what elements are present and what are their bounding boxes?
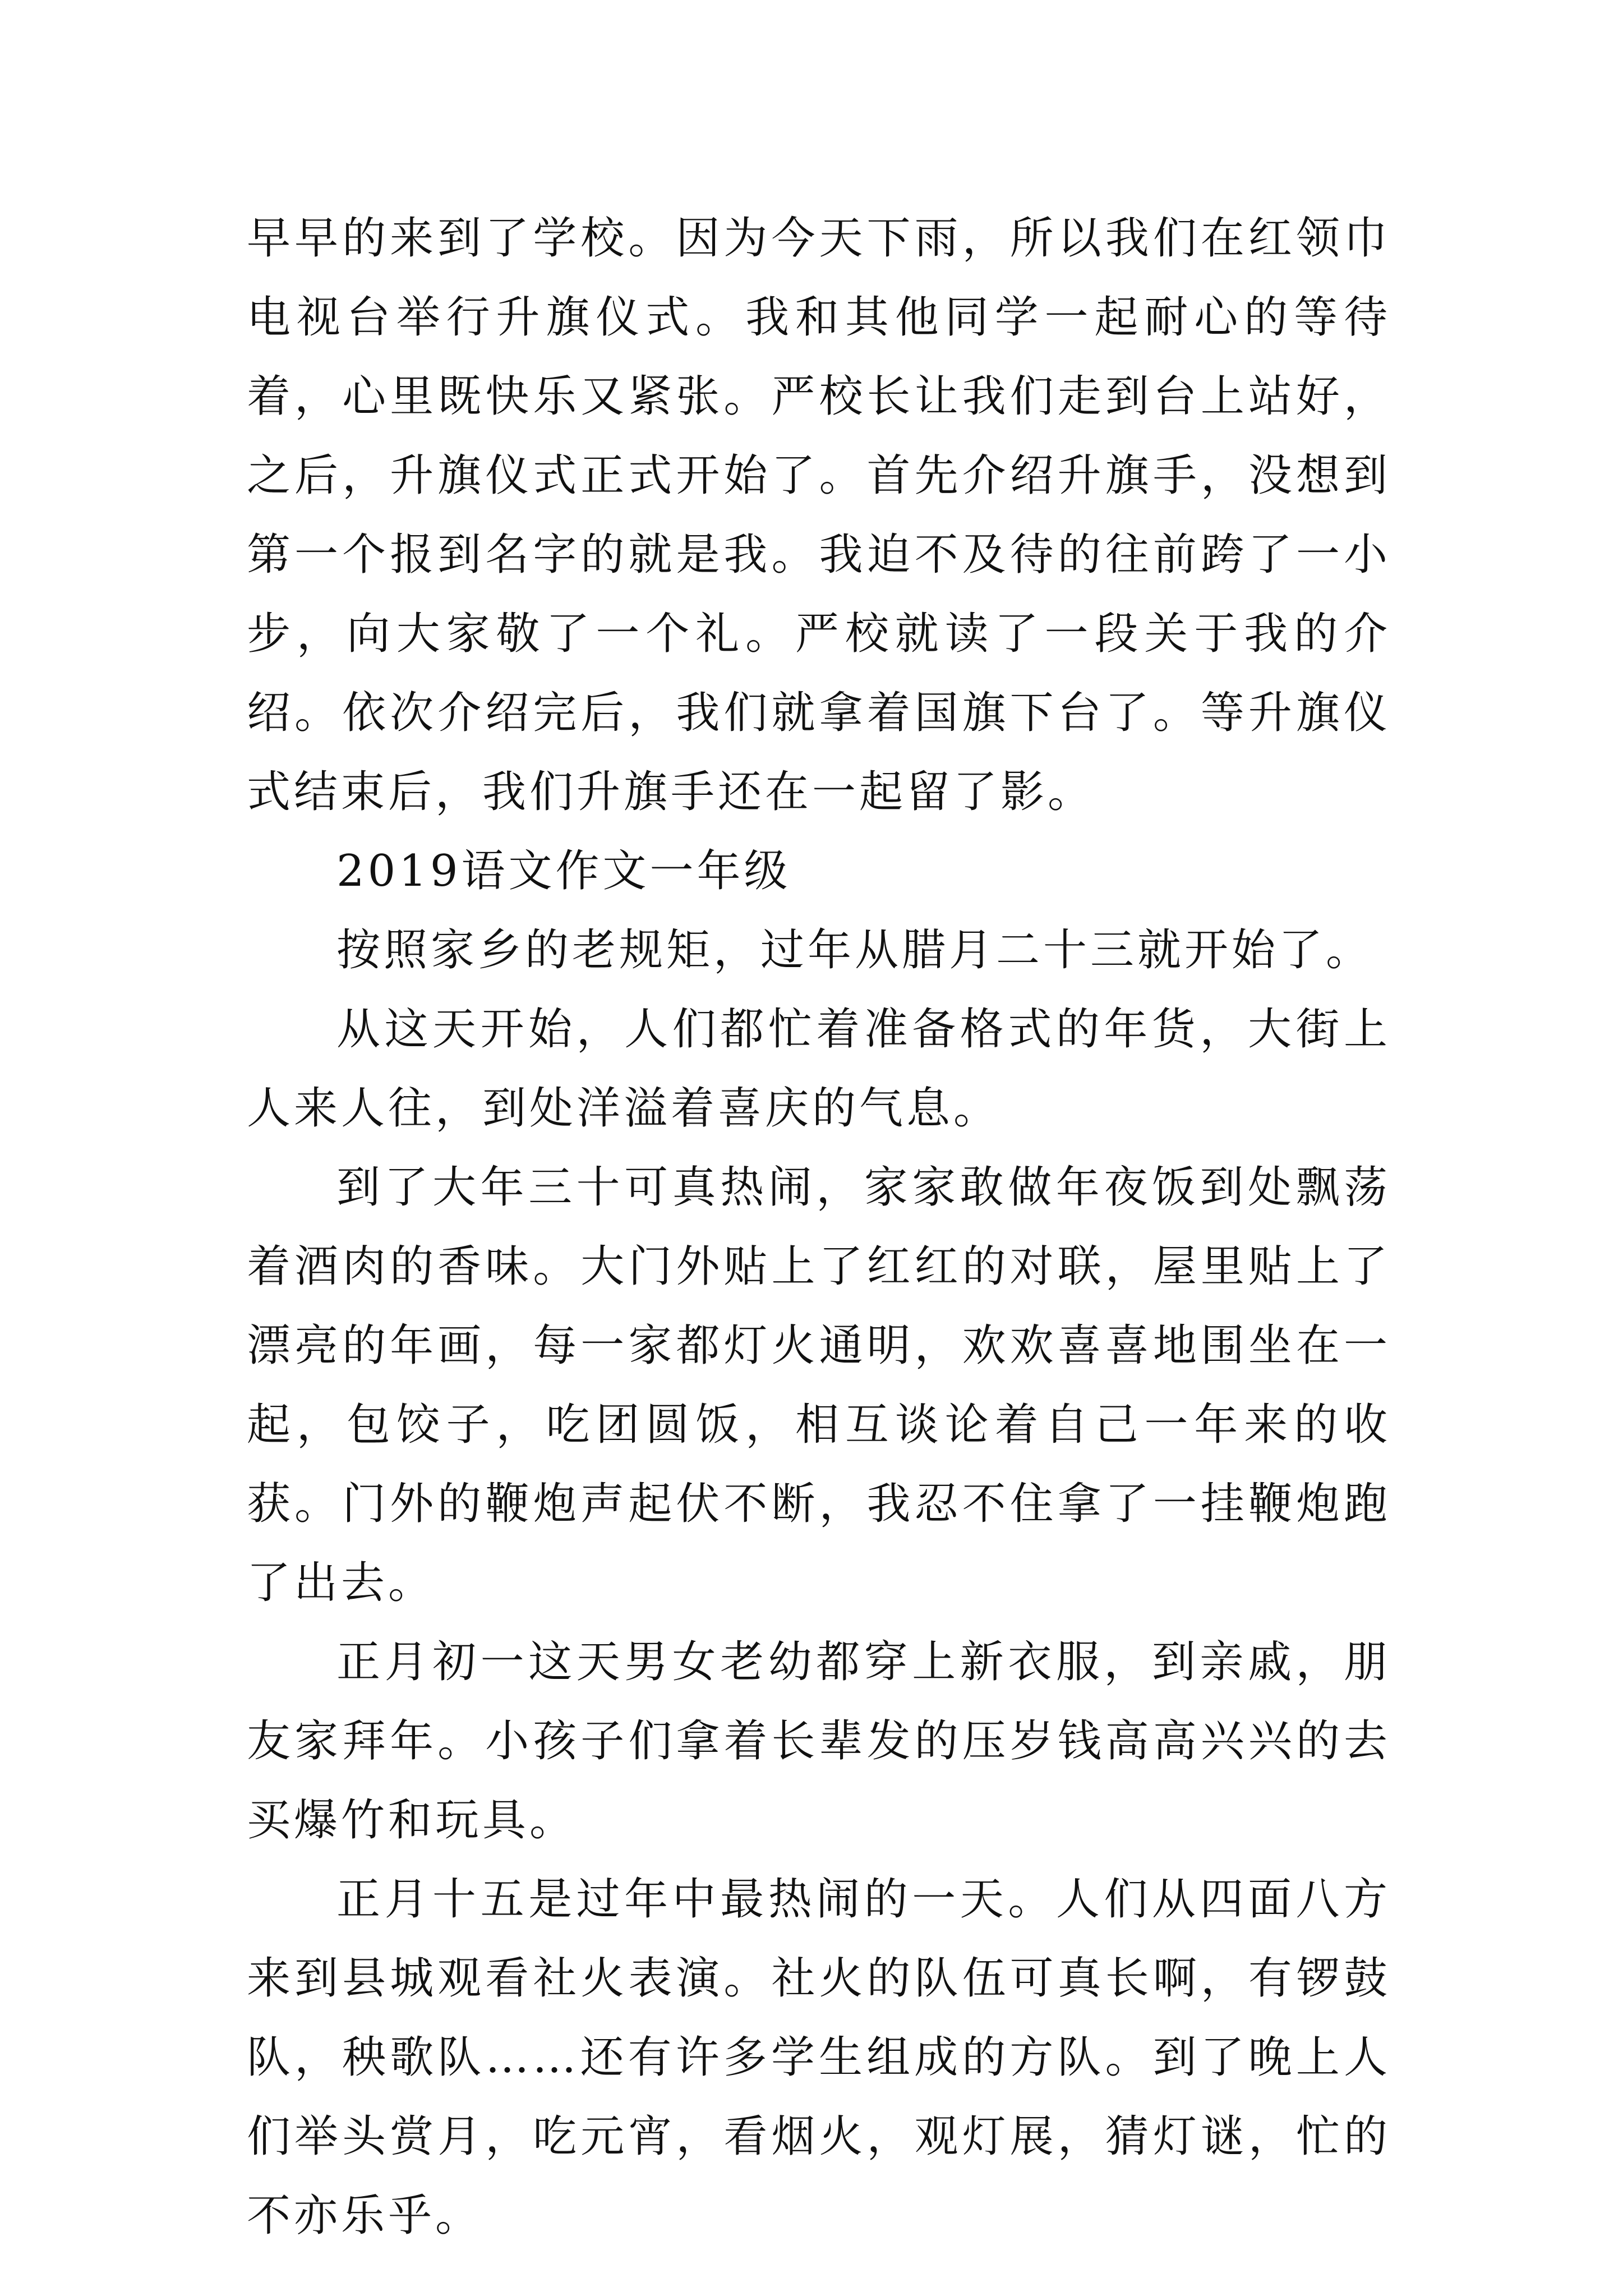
paragraph-3: 从这天开始，人们都忙着准备格式的年货，大街上人来人往，到处洋溢着喜庆的气息。 <box>247 1004 1391 1134</box>
document-body <box>247 199 1391 2256</box>
paragraph-4: 到了大年三十可真热闹，家家敢做年夜饭到处飘荡着酒肉的香味。大门外贴上了红红的对联，屋里贴上了漂亮的年画，每一家都灯火通明，欢欢喜喜地围坐在一起，包饺子，吃团圆饭，相互谈论着自己一年来的收获。门外的鞭炮声起伏不断，我忍不住拿了一挂鞭炮跑了出去。 <box>247 1162 1391 1608</box>
essay-title: 2019语文作文一年级 <box>336 846 791 896</box>
paragraph-2: 按照家乡的老规矩，过年从腊月二十三就开始了。 <box>336 925 1373 976</box>
paragraph-5: 正月初一这天男女老幼都穿上新衣服，到亲戚，朋友家拜年。小孩子们拿着长辈发的压岁钱高高兴兴的去买爆竹和玩具。 <box>247 1637 1391 1846</box>
paragraph-1: 早早的来到了学校。因为今天下雨，所以我们在红领巾电视台举行升旗仪式。我和其他同学一起耐心的等待着，心里既快乐又紧张。严校长让我们走到台上站好，之后，升旗仪式正式开始了。首先介绍升旗手，没想到第一个报到名字的就是我。我迫不及待的往前跨了一小步，向大家敬了一个礼。严校就读了一段关于我的介绍。依次介绍完后，我们就拿着国旗下台了。等升旗仪式结束后，我们升旗手还在一起留了影。 <box>247 213 1391 817</box>
paragraph-6: 正月十五是过年中最热闹的一天。人们从四面八方来到县城观看社火表演。社火的队伍可真长啊，有锣鼓队，秧歌队……还有许多学生组成的方队。到了晚上人们举头赏月，吃元宵，看烟火，观灯展，猜灯谜，忙的不亦乐乎。 <box>247 1874 1391 2241</box>
